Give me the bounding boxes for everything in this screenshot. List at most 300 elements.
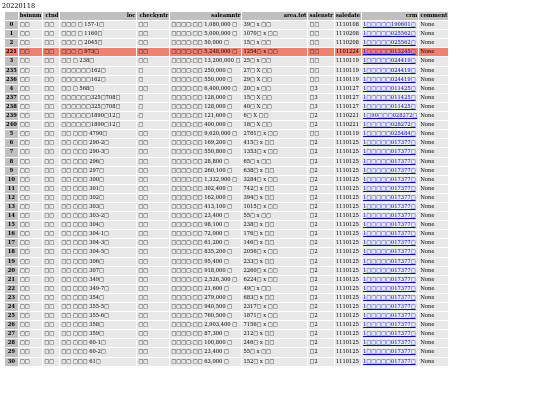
cell-bsinnm: □□ <box>19 303 43 311</box>
crm-link[interactable]: 1□□□□□025562□ <box>363 31 416 38</box>
table-row[interactable] <box>5 203 448 211</box>
cell-salenstr: □2 <box>308 176 333 184</box>
cell-saleamntr: □□□□:□□ 1,080,000 □ <box>170 21 241 29</box>
row-index: 237 <box>6 94 17 101</box>
cell-comment: None <box>419 21 448 29</box>
cell-checkyntr: □□ <box>137 258 169 266</box>
cell-comment: None <box>419 176 448 184</box>
cell-area: 6□ X □□ <box>242 112 307 120</box>
cell-loc: □□□□□□162□ <box>60 67 136 75</box>
cell-checkyntr: □□ <box>137 339 169 347</box>
table-row[interactable] <box>5 312 448 320</box>
cell-saleamntr: □□□□:□□ 87,300 □ <box>170 330 241 338</box>
cell-bsinnm: □□ <box>19 267 43 275</box>
cell-crm <box>362 48 418 56</box>
cell-salenstr: □3 <box>308 85 333 93</box>
cell-checkyntr: □□ <box>137 212 169 220</box>
cell-bsinnm: □□ <box>19 112 43 120</box>
cell-bsinnm: □□ <box>19 176 43 184</box>
cell-area: 27□ X □□ <box>242 67 307 75</box>
cell-salenstr: □2 <box>308 358 333 366</box>
cell-loc: □□ □□□ 60-1□ <box>60 339 136 347</box>
cell-saledate: 1110125 <box>335 203 361 211</box>
cell-bsinnm: □□ <box>19 294 43 302</box>
cell-saleamntr: □□□□:□□ 760,500 □ <box>170 312 241 320</box>
cell-bsinnm: □□ <box>19 194 43 202</box>
table-row[interactable] <box>5 303 448 311</box>
cell-salenstr: □2 <box>308 158 333 166</box>
crm-link[interactable]: 1□□□□□024419□ <box>363 67 416 74</box>
crm-link[interactable]: 1□□□□□017377□ <box>363 349 416 356</box>
cell-comment: None <box>419 248 448 256</box>
cell-saleamntr: □□□□:□□ 400,000 □ <box>170 121 241 129</box>
cell-comment: None <box>419 39 448 47</box>
cell-area: 2761□ x □□ <box>242 130 307 138</box>
cell-saledate: 1110127 <box>335 85 361 93</box>
table-row[interactable] <box>5 67 448 75</box>
cell-area: 152□ x □□ <box>242 358 307 366</box>
cell-saleamntr: □□□□:□□ 9,620,000 □ <box>170 130 241 138</box>
cell-salenstr: □2 <box>308 248 333 256</box>
cell-comment: None <box>419 158 448 166</box>
cell-area: 25□ x □□ <box>242 57 307 65</box>
cell-saledate: 1110125 <box>335 339 361 347</box>
column-header[interactable]: loc <box>60 12 136 20</box>
table-row[interactable] <box>5 94 448 102</box>
cell-crm <box>362 94 418 102</box>
cell-saleamntr: □□□□:□□ 13,200,000 □ <box>171 58 241 65</box>
row-index: 28 <box>5 339 18 347</box>
cell-saledate: 1110125 <box>335 230 361 238</box>
cell-checkyntr: □□ <box>137 312 169 320</box>
cell-ctnd: □□ <box>43 303 59 311</box>
cell-comment: None <box>419 148 448 156</box>
cell-area: 415□ x □□ <box>242 139 307 147</box>
cell-loc: □□ □□□ 290-3□ <box>60 148 136 156</box>
row-index: 11 <box>5 185 18 193</box>
page-title: 20220118 <box>2 2 36 10</box>
cell-salenstr: □2 <box>308 285 333 293</box>
row-index: 9 <box>5 167 18 175</box>
row-index: 7 <box>5 148 18 156</box>
cell-checkyntr: □□ <box>137 167 169 175</box>
row-index: 236 <box>6 76 17 83</box>
table-row[interactable] <box>5 276 448 284</box>
row-index: 240 <box>6 122 17 129</box>
cell-ctnd: □□ <box>43 267 59 275</box>
cell-bsinnm: □□ <box>19 239 43 247</box>
cell-ctnd: □□ <box>43 312 59 320</box>
cell-saleamntr: □□□□:□□ 279,000 □ <box>170 294 241 302</box>
data-table <box>4 11 449 367</box>
cell-crm <box>362 139 418 147</box>
table-row[interactable] <box>5 176 448 184</box>
cell-loc: □□ □ 238□ <box>60 57 136 65</box>
cell-comment: None <box>419 221 448 229</box>
cell-salenstr: □2 <box>308 267 333 275</box>
column-header[interactable]: saledate <box>335 13 361 19</box>
cell-salenstr: □□ <box>308 57 333 65</box>
cell-salenstr: □2 <box>308 221 333 229</box>
cell-area: 2260□ x □□ <box>242 267 307 275</box>
crm-link[interactable]: 1□□□□□017377□ <box>363 176 416 183</box>
cell-checkyntr: □□ <box>137 294 169 302</box>
cell-loc: □□ □□□ 304-1□ <box>60 230 136 238</box>
cell-saleamntr: □□□□:□□ 413,100 □ <box>170 203 241 211</box>
cell-saledate: 1110125 <box>335 303 361 311</box>
crm-link[interactable]: 1□□□□□017377□ <box>363 167 416 174</box>
table-row[interactable] <box>5 48 448 56</box>
cell-saleamntr: □□□□:□□ 162,000 □ <box>170 194 241 202</box>
cell-saledate: 1110125 <box>335 294 361 302</box>
cell-loc: □□□ □ 1160□ <box>60 30 136 38</box>
crm-link[interactable]: 1□□□□□017377□ <box>363 358 416 365</box>
crm-link[interactable]: 1□□□□□017377□ <box>363 322 416 329</box>
cell-comment: None <box>419 30 448 38</box>
cell-saledate: 1110125 <box>335 212 361 220</box>
cell-saledate: 1110208 <box>335 39 361 47</box>
cell-loc: □□ □□□ 290-2□ <box>60 139 136 147</box>
table-row[interactable] <box>5 230 448 238</box>
cell-saledate: 1110125 <box>335 239 361 247</box>
cell-saledate: 1110208 <box>335 30 361 38</box>
crm-link[interactable]: 1□□□□□025562□ <box>363 40 416 47</box>
cell-bsinnm: □□ <box>19 21 43 29</box>
table-row[interactable] <box>5 221 448 229</box>
cell-ctnd: □□ <box>43 203 59 211</box>
cell-loc: □□ □□□ 304□ <box>60 221 136 229</box>
cell-ctnd: □□ <box>43 194 59 202</box>
crm-link[interactable]: 1□□□□□024419□ <box>363 76 416 83</box>
cell-loc: □□□□□□325□708□ <box>60 103 136 111</box>
cell-saleamntr: □□□□:□□ 63,000 □ <box>170 358 241 366</box>
table-row[interactable] <box>5 112 448 120</box>
cell-bsinnm: □□ <box>19 230 43 238</box>
crm-link[interactable]: 1□□□□□017377□ <box>363 222 416 229</box>
cell-salenstr: □2 <box>308 148 333 156</box>
table-row[interactable] <box>5 348 448 356</box>
cell-checkyntr: □□ <box>137 39 169 47</box>
cell-saleamntr: □□□□:□□ 250,000 □ <box>170 67 241 75</box>
crm-link[interactable]: 1□□□□□017377□ <box>363 331 416 338</box>
cell-comment: None <box>419 130 448 138</box>
crm-link[interactable]: 1□□□□□017377□ <box>363 267 416 274</box>
cell-checkyntr: □□ <box>137 348 169 356</box>
cell-ctnd: □□ <box>43 212 59 220</box>
crm-link[interactable]: 1□□□□□024419□ <box>363 58 416 65</box>
cell-saleamntr: □□□□:□□ 95,400 □ <box>170 258 241 266</box>
crm-link[interactable]: 1□□□□□017377□ <box>363 203 416 210</box>
cell-crm <box>362 67 418 75</box>
cell-bsinnm: □□ <box>19 158 43 166</box>
cell-area: 742□ x □□ <box>242 185 307 193</box>
row-index: 16 <box>5 230 18 238</box>
cell-salenstr: □2 <box>308 321 333 329</box>
column-header[interactable]: comment <box>420 13 448 19</box>
crm-link[interactable]: 1□□□□□017377□ <box>363 149 416 156</box>
row-index: 22 <box>5 285 18 293</box>
row-index: 20 <box>5 267 18 275</box>
row-index: 25 <box>5 312 18 320</box>
cell-ctnd: □□ <box>43 30 59 38</box>
cell-bsinnm: □□ <box>19 167 43 175</box>
cell-crm <box>362 76 418 84</box>
column-header[interactable]: checkyntr <box>137 12 169 20</box>
row-index: 4 <box>5 85 18 93</box>
table-row[interactable] <box>5 76 448 84</box>
row-index: 239 <box>6 113 17 120</box>
cell-crm <box>362 276 418 284</box>
cell-checkyntr: □□ <box>137 139 169 147</box>
cell-saledate: 1110119 <box>335 57 361 65</box>
cell-bsinnm: □□ <box>19 121 43 129</box>
table-row[interactable] <box>5 85 448 93</box>
cell-area: 2056□ x □□ <box>242 248 307 256</box>
cell-crm <box>362 239 418 247</box>
cell-ctnd: □□ <box>43 130 59 138</box>
cell-crm <box>362 339 418 347</box>
cell-ctnd: □□ <box>43 48 59 56</box>
column-header[interactable]: crm <box>362 12 418 20</box>
cell-salenstr: □2 <box>308 230 333 238</box>
cell-bsinnm: □□ <box>19 258 43 266</box>
cell-area: 2317□ x □□ <box>242 303 307 311</box>
cell-saledate: 1110119 <box>335 130 361 138</box>
cell-ctnd: □□ <box>43 148 59 156</box>
table-row[interactable] <box>5 330 448 338</box>
table-row[interactable] <box>5 158 448 166</box>
cell-crm <box>362 303 418 311</box>
cell-checkyntr: □ <box>137 112 169 120</box>
cell-area: 1353□ x □□ <box>242 148 307 156</box>
cell-ctnd: □□ <box>43 21 59 29</box>
cell-crm <box>362 348 418 356</box>
cell-crm <box>362 103 418 111</box>
table-row[interactable] <box>5 57 448 65</box>
crm-link[interactable]: 1□□□□□017377□ <box>363 213 416 220</box>
cell-area: 18□ X □□ <box>242 121 307 129</box>
row-index: 19 <box>5 258 18 266</box>
cell-salenstr: □3 <box>308 94 333 102</box>
cell-checkyntr: □□ <box>137 194 169 202</box>
cell-bsinnm: □□ <box>19 285 43 293</box>
cell-salenstr: □2 <box>308 185 333 193</box>
table-row[interactable] <box>5 130 448 138</box>
cell-salenstr: □2 <box>308 239 333 247</box>
cell-ctnd: □□ <box>43 239 59 247</box>
cell-salenstr: □2 <box>308 330 333 338</box>
cell-saledate: 1110119 <box>335 67 361 75</box>
cell-checkyntr: □□ <box>137 358 169 366</box>
cell-area: 29□ X □□ <box>242 76 307 84</box>
crm-link[interactable]: 1□□□□□011425□ <box>363 85 416 92</box>
cell-ctnd: □□ <box>43 158 59 166</box>
column-header[interactable]: area.tot <box>242 12 307 20</box>
cell-comment: None <box>419 67 448 75</box>
crm-link[interactable]: 1□□□□□017377□ <box>363 249 416 256</box>
cell-checkyntr: □□ <box>137 30 169 38</box>
crm-link[interactable]: 1□□□□□017377□ <box>363 276 416 283</box>
table-row[interactable] <box>5 248 448 256</box>
crm-link[interactable]: 1□□□□□190601□ <box>363 22 416 29</box>
table-row[interactable] <box>5 194 448 202</box>
crm-link[interactable]: 1□□□□□011425□ <box>363 103 416 110</box>
cell-ctnd: □□ <box>43 339 59 347</box>
cell-saledate: 1110119 <box>335 76 361 84</box>
row-index: 29 <box>5 348 18 356</box>
row-index: 8 <box>5 158 18 166</box>
cell-saleamntr: □□□□:□□ 5,248,000 □ <box>170 48 241 56</box>
row-index: 13 <box>5 203 18 211</box>
column-header[interactable]: salenstr <box>309 13 333 19</box>
cell-crm <box>362 185 418 193</box>
table-row[interactable] <box>5 239 448 247</box>
cell-salenstr: □□ <box>308 21 333 29</box>
cell-saledate: 1110125 <box>335 276 361 284</box>
column-header[interactable] <box>5 12 18 20</box>
cell-area: 1015□ x □□ <box>242 203 307 211</box>
table-row[interactable] <box>5 358 448 366</box>
cell-loc: □□ □□□ 61□ <box>60 358 136 366</box>
cell-ctnd: □□ <box>43 330 59 338</box>
cell-ctnd: □□ <box>43 321 59 329</box>
cell-area: 55□ x □□ <box>242 348 307 356</box>
crm-link[interactable]: 1□□□□□017377□ <box>363 294 416 301</box>
cell-salenstr: □2 <box>308 258 333 266</box>
table-row[interactable] <box>5 39 448 47</box>
cell-comment: None <box>419 85 448 93</box>
table-row[interactable] <box>5 167 448 175</box>
crm-link[interactable]: 1□□□□□017377□ <box>363 258 416 265</box>
column-header[interactable]: ctnd <box>43 12 59 20</box>
crm-link[interactable]: 1□□□□□017377□ <box>363 194 416 201</box>
row-index: 17 <box>5 239 18 247</box>
cell-bsinnm: □□ <box>19 185 43 193</box>
cell-checkyntr: □□ <box>137 276 169 284</box>
cell-comment: None <box>419 303 448 311</box>
crm-link[interactable]: 1□□□□□017377□ <box>363 240 416 247</box>
crm-link[interactable]: 1□□□□□017377□ <box>363 185 416 192</box>
cell-salenstr: □2 <box>308 167 333 175</box>
cell-crm <box>362 230 418 238</box>
cell-loc: □□ □□□ 297□ <box>60 167 136 175</box>
table-row[interactable] <box>5 139 448 147</box>
table-row[interactable] <box>5 148 448 156</box>
cell-saleamntr: □□□□:□□ 1,332,900 □ <box>170 176 241 184</box>
crm-link[interactable]: 1□□□□□017377□ <box>363 340 416 347</box>
table-row[interactable] <box>5 103 448 111</box>
crm-link[interactable]: 1□□□□□017377□ <box>363 313 416 320</box>
cell-bsinnm: □□ <box>19 221 43 229</box>
crm-link[interactable]: 1□□□□□013245□ <box>363 49 416 56</box>
cell-saleamntr: □□□□:□□ 28,800 □ <box>170 158 241 166</box>
cell-bsinnm: □□ <box>19 312 43 320</box>
row-index: 3 <box>5 57 18 65</box>
cell-saledate: 1110125 <box>335 321 361 329</box>
table-row[interactable] <box>5 185 448 193</box>
cell-checkyntr: □□ <box>137 176 169 184</box>
cell-saleamntr: □□□□:□□ 6,400,000 □ <box>170 85 241 93</box>
crm-link[interactable]: 1□90□□□028272□ <box>363 113 418 120</box>
cell-saledate: 1110125 <box>335 148 361 156</box>
cell-comment: None <box>419 285 448 293</box>
crm-link[interactable]: 1□□□□□017377□ <box>363 158 416 165</box>
cell-saledate: 1110125 <box>335 167 361 175</box>
cell-saledate: 1101224 <box>335 48 361 56</box>
cell-ctnd: □□ <box>43 258 59 266</box>
crm-link[interactable]: 1□□□□□017377□ <box>363 285 416 292</box>
cell-salenstr: □2 <box>308 339 333 347</box>
cell-saledate: 1110125 <box>335 312 361 320</box>
cell-crm <box>362 148 418 156</box>
table-row[interactable] <box>5 267 448 275</box>
cell-area: 65□ x □□ <box>242 158 307 166</box>
cell-loc: □□ □□□ 302□ <box>60 194 136 202</box>
table-row[interactable] <box>5 285 448 293</box>
cell-loc: □□ □□□ 359□ <box>60 330 136 338</box>
cell-ctnd: □□ <box>43 276 59 284</box>
crm-link[interactable]: 1□□□□□011425□ <box>363 94 416 101</box>
cell-bsinnm: □□ <box>19 39 43 47</box>
cell-checkyntr: □□ <box>137 303 169 311</box>
row-index: 21 <box>5 276 18 284</box>
cell-ctnd: □□ <box>43 176 59 184</box>
row-index: 12 <box>5 194 18 202</box>
table-row[interactable] <box>5 21 448 29</box>
cell-ctnd: □□ <box>43 294 59 302</box>
cell-comment: None <box>419 167 448 175</box>
table-row[interactable] <box>5 30 448 38</box>
cell-loc: □□□□□□1890□12□ <box>60 112 136 120</box>
cell-comment: None <box>419 112 448 120</box>
cell-bsinnm: □□ <box>19 212 43 220</box>
cell-comment: None <box>419 139 448 147</box>
crm-link[interactable]: 1□□□□□017377□ <box>363 140 416 147</box>
table-row[interactable] <box>5 258 448 266</box>
column-header[interactable]: bsinnm <box>19 13 42 19</box>
cell-crm <box>362 167 418 175</box>
cell-ctnd: □□ <box>43 185 59 193</box>
table-row[interactable] <box>5 121 448 129</box>
crm-link[interactable]: 1□□□□□028272□ <box>363 122 416 129</box>
cell-salenstr: □□ <box>308 130 333 138</box>
column-header[interactable]: saleamntr <box>170 12 241 20</box>
cell-checkyntr: □□ <box>137 21 169 29</box>
cell-crm <box>362 85 418 93</box>
table-row[interactable] <box>5 294 448 302</box>
crm-link[interactable]: 1□□□□□017377□ <box>363 231 416 238</box>
cell-comment: None <box>419 203 448 211</box>
cell-checkyntr: □□ <box>137 330 169 338</box>
cell-checkyntr: □□ <box>137 48 169 56</box>
cell-checkyntr: □□ <box>137 203 169 211</box>
row-index: 23 <box>5 294 18 302</box>
crm-link[interactable]: 1□□□□□017377□ <box>363 304 416 310</box>
cell-bsinnm: □□ <box>19 321 43 329</box>
table-row[interactable] <box>5 321 448 329</box>
table-row[interactable] <box>5 339 448 347</box>
cell-checkyntr: □□ <box>137 321 169 329</box>
cell-checkyntr: □□ <box>137 57 169 65</box>
cell-salenstr: □2 <box>308 139 333 147</box>
cell-comment: None <box>419 121 448 129</box>
cell-saleamntr: □□□□:□□ 835,200 □ <box>170 248 241 256</box>
cell-area: 176□ x □□ <box>242 230 307 238</box>
cell-checkyntr: □ <box>137 121 169 129</box>
table-row[interactable] <box>5 212 448 220</box>
cell-loc: □□□ □ 157-1□ <box>60 21 136 29</box>
crm-link[interactable]: 1□□□□□025484□ <box>363 131 416 138</box>
